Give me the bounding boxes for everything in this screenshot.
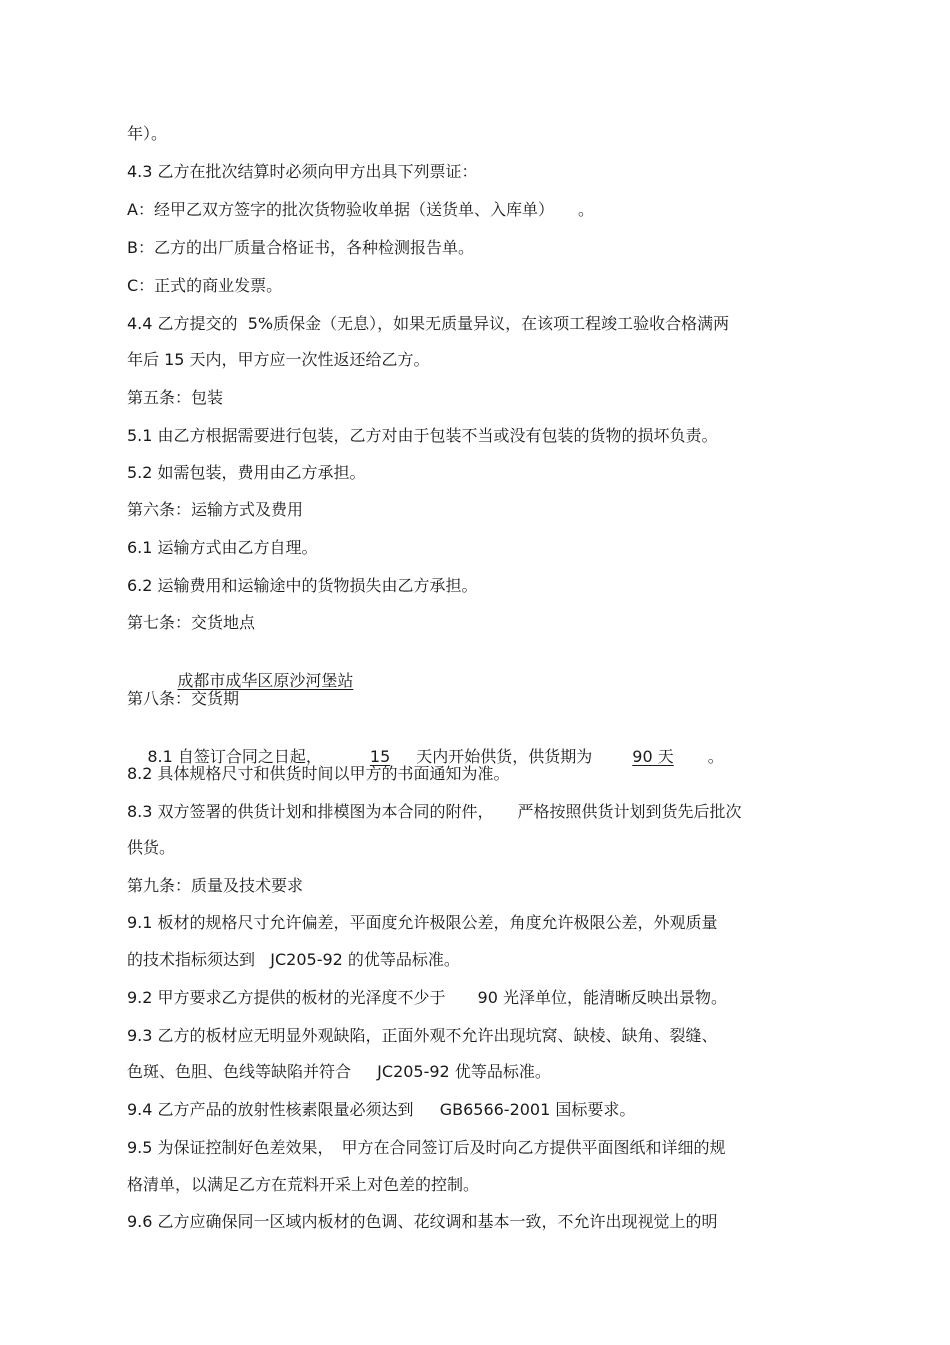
- supply-period-field: [606, 747, 707, 766]
- text-line: 5.1 由乙方根据需要进行包装，乙方对由于包装不当或没有包装的货物的损坏负责。: [127, 426, 718, 445]
- text-line: 9.1 板材的规格尺寸允许偏差，平面度允许极限公差，角度允许极限公差，外观质量: [127, 913, 718, 932]
- text-line: 供货。: [127, 838, 176, 857]
- text-line: 9.2 甲方要求乙方提供的板材的光泽度不少于 90 光泽单位，能清晰反映出景物。: [127, 988, 727, 1007]
- text-line: B：乙方的出厂质量合格证书，各种检测报告单。: [127, 238, 474, 257]
- text-line: 4.4 乙方提交的 5%质保金（无息），如果无质量异议，在该项工程竣工验收合格满两: [127, 314, 730, 333]
- clause-8-1-mid: 天内开始供货，供货期为: [416, 747, 593, 766]
- section-heading: 第六条：运输方式及费用: [127, 500, 304, 519]
- delivery-location-value: 成都市成华区原沙河堡站: [177, 671, 354, 690]
- text-line: 6.1 运输方式由乙方自理。: [127, 538, 318, 557]
- text-line: 9.3 乙方的板材应无明显外观缺陷，正面外观不允许出现坑窝、缺棱、缺角、裂缝、: [127, 1026, 718, 1045]
- clause-8-1-prefix: 8.1 自签订合同之日起，: [147, 747, 322, 766]
- text-line: 4.3 乙方在批次结算时必须向甲方出具下列票证：: [127, 162, 478, 181]
- section-heading: 第九条：质量及技术要求: [127, 876, 304, 895]
- section-heading: 第八条：交货期: [127, 689, 240, 708]
- section-heading: 第七条：交货地点: [127, 613, 256, 632]
- text-line: 格清单，以满足乙方在荒料开采上对色差的控制。: [127, 1175, 480, 1194]
- text-line: 色斑、色胆、色线等缺陷并符合 JC205-92 优等品标准。: [127, 1062, 551, 1081]
- text-line: 9.4 乙方产品的放射性核素限量必须达到 GB6566-2001 国标要求。: [127, 1100, 636, 1119]
- text-line: 8.2 具体规格尺寸和供货时间以甲方的书面通知为准。: [127, 764, 510, 783]
- text-line: 9.5 为保证控制好色差效果， 甲方在合同签订后及时向乙方提供平面图纸和详细的规: [127, 1138, 726, 1157]
- text-line: 9.6 乙方应确保同一区域内板材的色调、花纹调和基本一致，不允许出现视觉上的明: [127, 1212, 718, 1231]
- text-line: C：正式的商业发票。: [127, 276, 283, 295]
- text-line: 年）。: [127, 124, 168, 143]
- text-line: 的技术指标须达到 JC205-92 的优等品标准。: [127, 950, 460, 969]
- supply-period-value: 90 天: [632, 747, 674, 766]
- delivery-location-underline: [147, 671, 423, 690]
- start-days-value: 15: [369, 747, 391, 766]
- clause-8-1-end: 。: [707, 747, 724, 766]
- text-line: 年后 15 天内，甲方应一次性返还给乙方。: [127, 350, 430, 369]
- text-line: A：经甲乙双方签字的批次货物验收单据（送货单、入库单） 。: [127, 200, 594, 219]
- text-line: 6.2 运输费用和运输途中的货物损失由乙方承担。: [127, 576, 478, 595]
- text-line: 8.3 双方签署的供货计划和排模图为本合同的附件， 严格按照供货计划到货先后批次: [127, 802, 742, 821]
- section-heading: 第五条：包装: [127, 388, 224, 407]
- text-line: 5.2 如需包装，费用由乙方承担。: [127, 463, 366, 482]
